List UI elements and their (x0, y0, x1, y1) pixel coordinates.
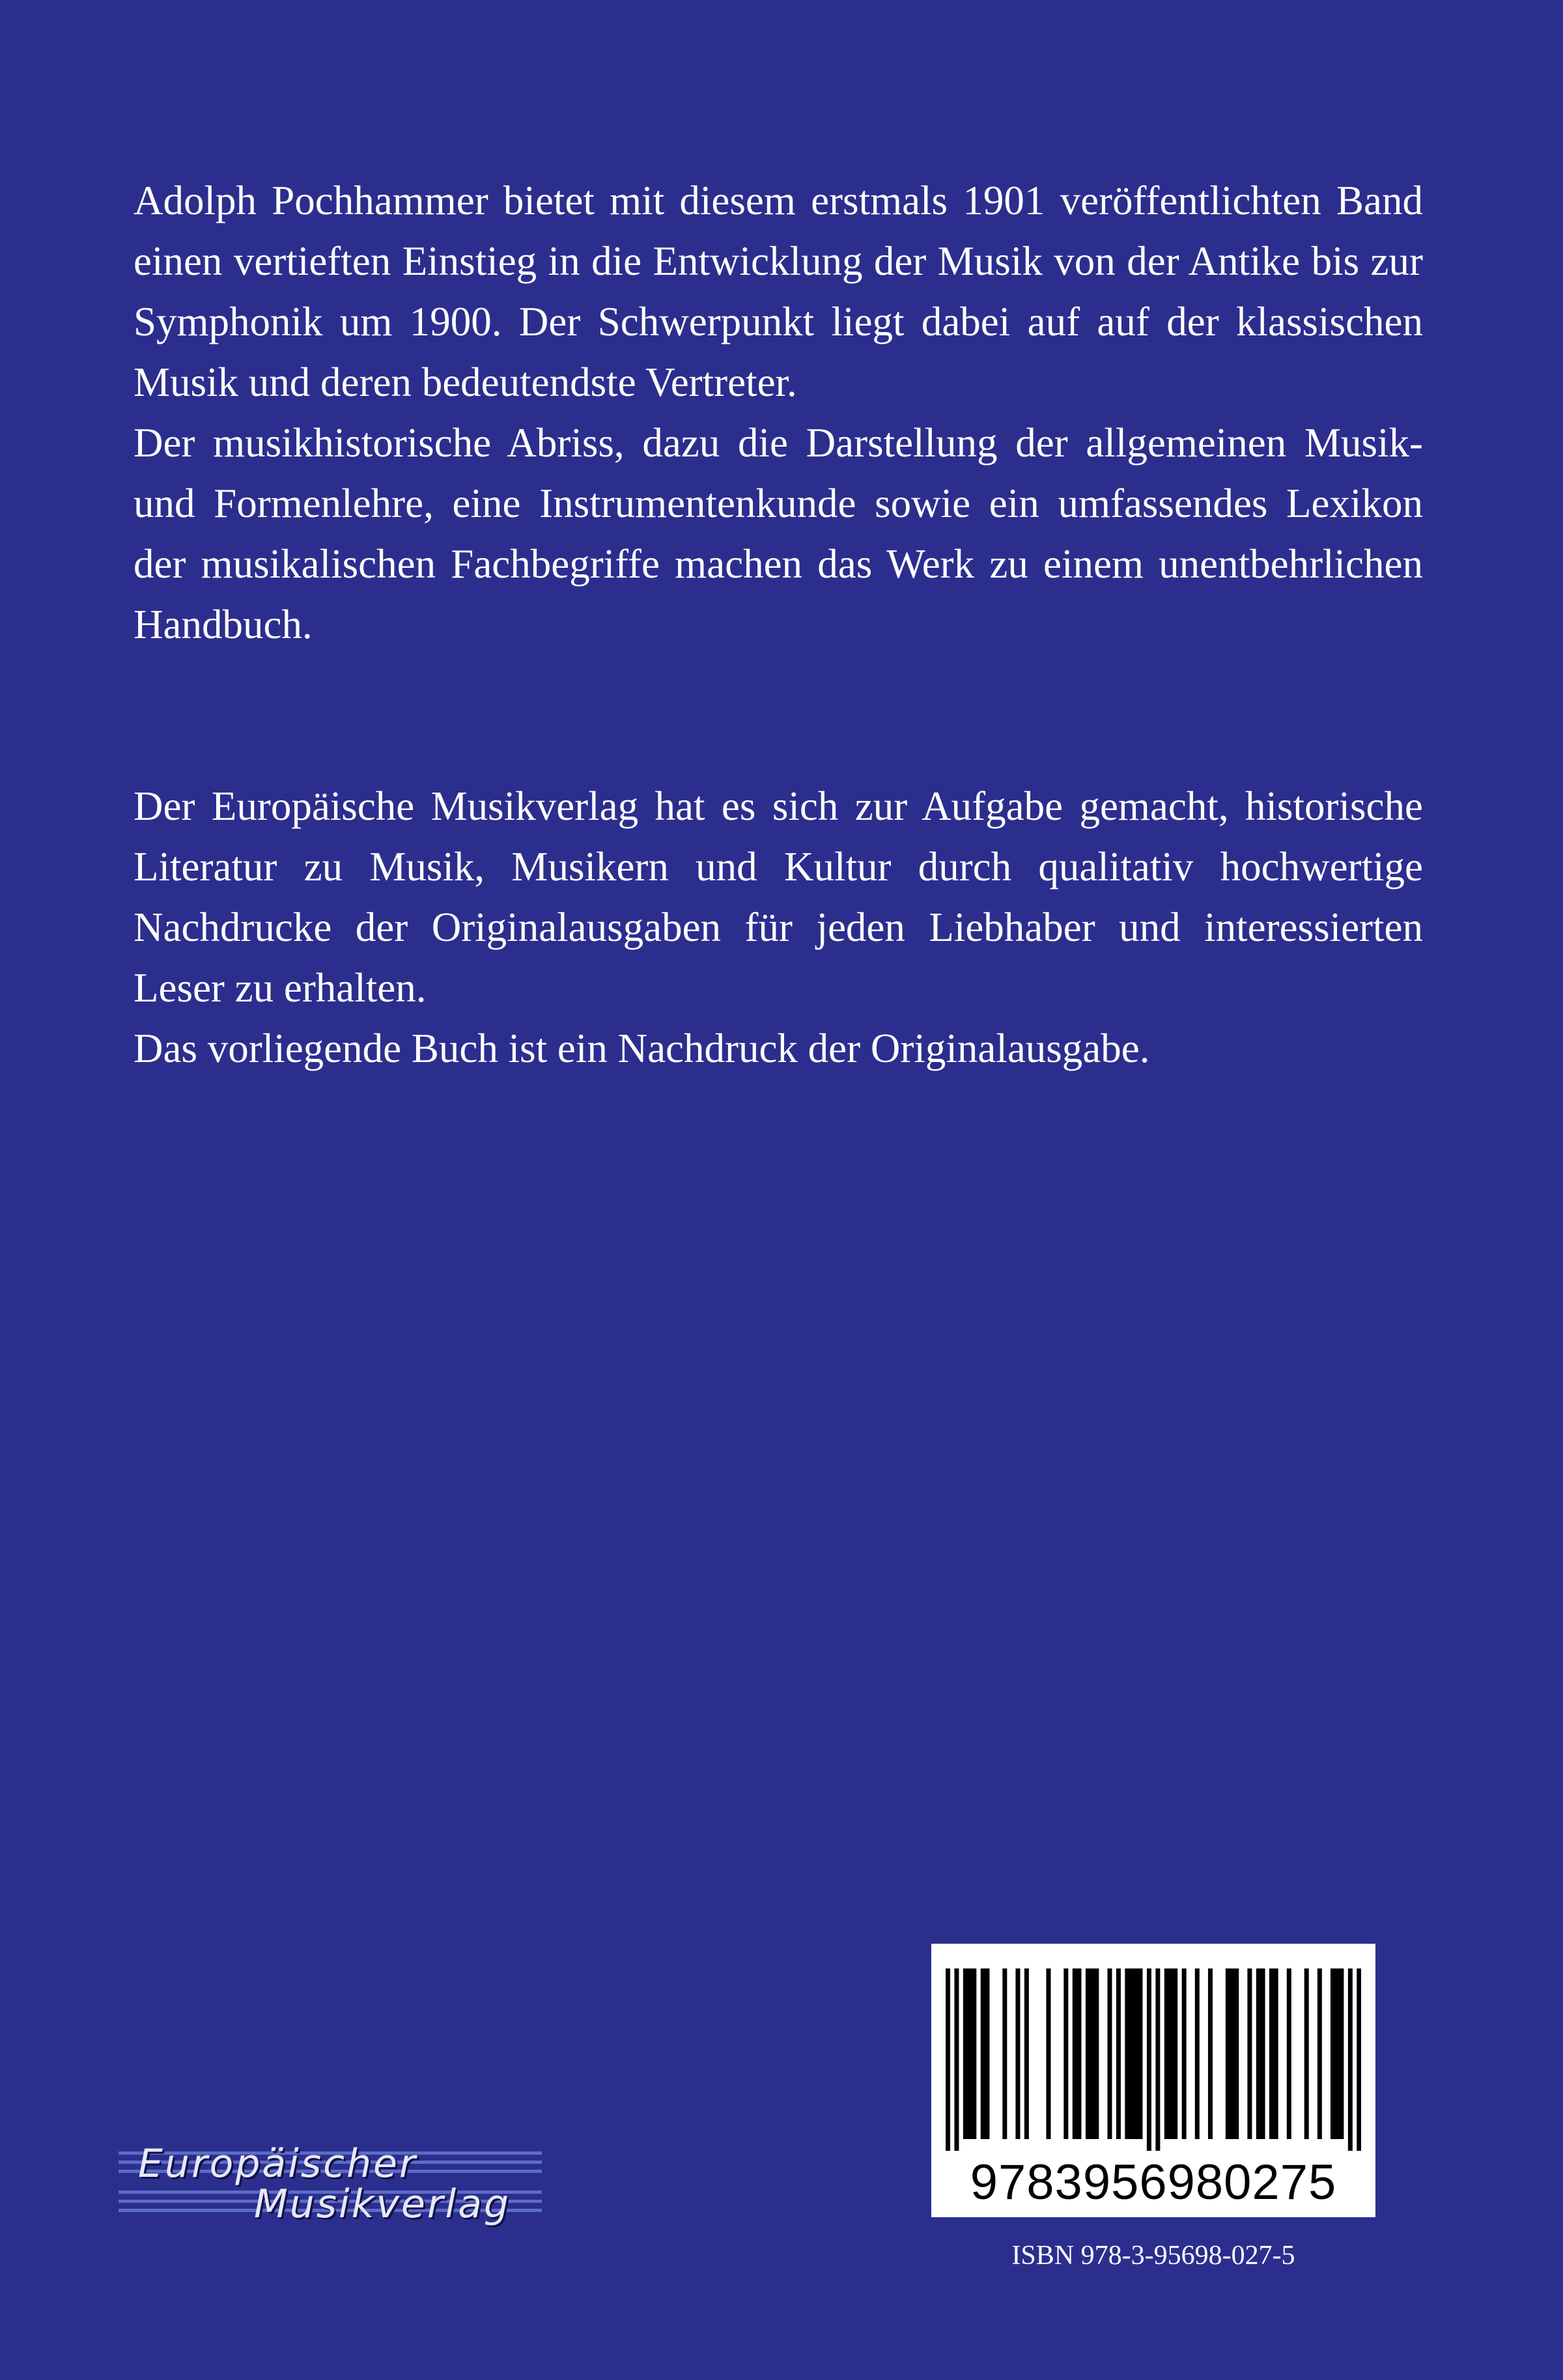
barcode-bar (1348, 1968, 1353, 2151)
barcode-bar (1094, 1968, 1099, 2139)
logo-line-2: Musikverlag (254, 2181, 511, 2227)
barcode-bar (1274, 1968, 1278, 2139)
barcode-bar (1261, 1968, 1265, 2139)
blurb-paragraph-3: Der Europäische Musikverlag hat es sich zur Aufgabe gemacht, historische Literatur zu Musik, Musikern und Kultur durch qualitativ hochwertige Nachdrucke der Originalausgaben für jeden Liebhaber und interessierten Leser zu erhalten. (134, 783, 1423, 1011)
barcode-bar (1317, 1968, 1322, 2139)
barcode-bar (1024, 1968, 1029, 2139)
barcode-bar (1125, 1968, 1129, 2139)
blurb-paragraph-2: Der musikhistorische Abriss, dazu die Darstellung der allgemeinen Musik- und Formenlehre, eine Instrumentenkunde sowie ein umfassendes Lexikon der musikalischen Fachbegriffe machen das Werk zu einem unentbehrlichen Handbuch. (134, 420, 1423, 647)
barcode-bar (1247, 1968, 1252, 2139)
blurb-paragraph-4: Das vorliegende Buch ist ein Nachdruck der Originalausgabe. (134, 1026, 1150, 1071)
barcode-bar (1335, 1968, 1340, 2139)
barcode-bar (1226, 1968, 1230, 2139)
barcode-bar (1002, 1968, 1007, 2139)
barcode-bar (1234, 1968, 1239, 2139)
barcode-bar (1063, 1968, 1068, 2139)
barcode-box (931, 1944, 1375, 2217)
barcode-bar (1116, 1968, 1121, 2139)
barcode-bar (985, 1968, 989, 2139)
barcode-bar (1304, 1968, 1309, 2139)
barcode-bar (1138, 1968, 1142, 2139)
barcode-bar (1256, 1968, 1261, 2139)
barcode-bars (946, 1968, 1361, 2151)
barcode-bar (946, 1968, 950, 2151)
barcode-bar (1195, 1968, 1200, 2139)
barcode-bar (1173, 1968, 1177, 2139)
barcode-bar (1107, 1968, 1112, 2139)
barcode-bar (1046, 1968, 1050, 2139)
barcode-bar (1129, 1968, 1134, 2139)
paragraph-gap (134, 655, 1423, 776)
barcode-bar (1287, 1968, 1291, 2139)
barcode-bar (1269, 1968, 1274, 2139)
barcode-bar (963, 1968, 968, 2139)
barcode-bar (981, 1968, 985, 2139)
back-cover-blurb (134, 171, 1423, 1079)
barcode-bar (1090, 1968, 1095, 2139)
barcode-bar (1073, 1968, 1077, 2139)
barcode-bar (1357, 1968, 1361, 2151)
barcode-bar (954, 1968, 959, 2151)
barcode-bar (1182, 1968, 1187, 2139)
barcode-bar (1015, 1968, 1020, 2139)
barcode-bar (1086, 1968, 1090, 2139)
barcode-bar (1208, 1968, 1213, 2139)
barcode-bar (1331, 1968, 1335, 2139)
isbn-label: ISBN 978-3-95698-027-5 (1011, 2241, 1295, 2271)
barcode-bar (1147, 1968, 1151, 2151)
barcode-bar (972, 1968, 976, 2139)
barcode-bar (1164, 1968, 1169, 2139)
blurb-paragraph-1: Adolph Pochhammer bietet mit diesem erstmals 1901 veröffentlichten Band einen vertieften Einstieg in die Entwicklung der Musik von der Antike bis zur Symphonik um 1900. Der Schwerpunkt liegt dabei auf auf der klassischen Musik und deren bedeutendste Vertreter. (134, 178, 1423, 405)
barcode-bar (1230, 1968, 1235, 2139)
barcode-bar (1155, 1968, 1160, 2151)
barcode-bar (1077, 1968, 1081, 2139)
barcode-bar (1169, 1968, 1174, 2139)
barcode-bar (1134, 1968, 1138, 2139)
barcode-number: 9783956980275 (970, 2155, 1337, 2210)
publisher-logo (119, 2141, 542, 2228)
barcode-bar (968, 1968, 972, 2139)
logo-line-1: Europäischer (138, 2141, 417, 2187)
barcode-bar (1339, 1968, 1344, 2139)
